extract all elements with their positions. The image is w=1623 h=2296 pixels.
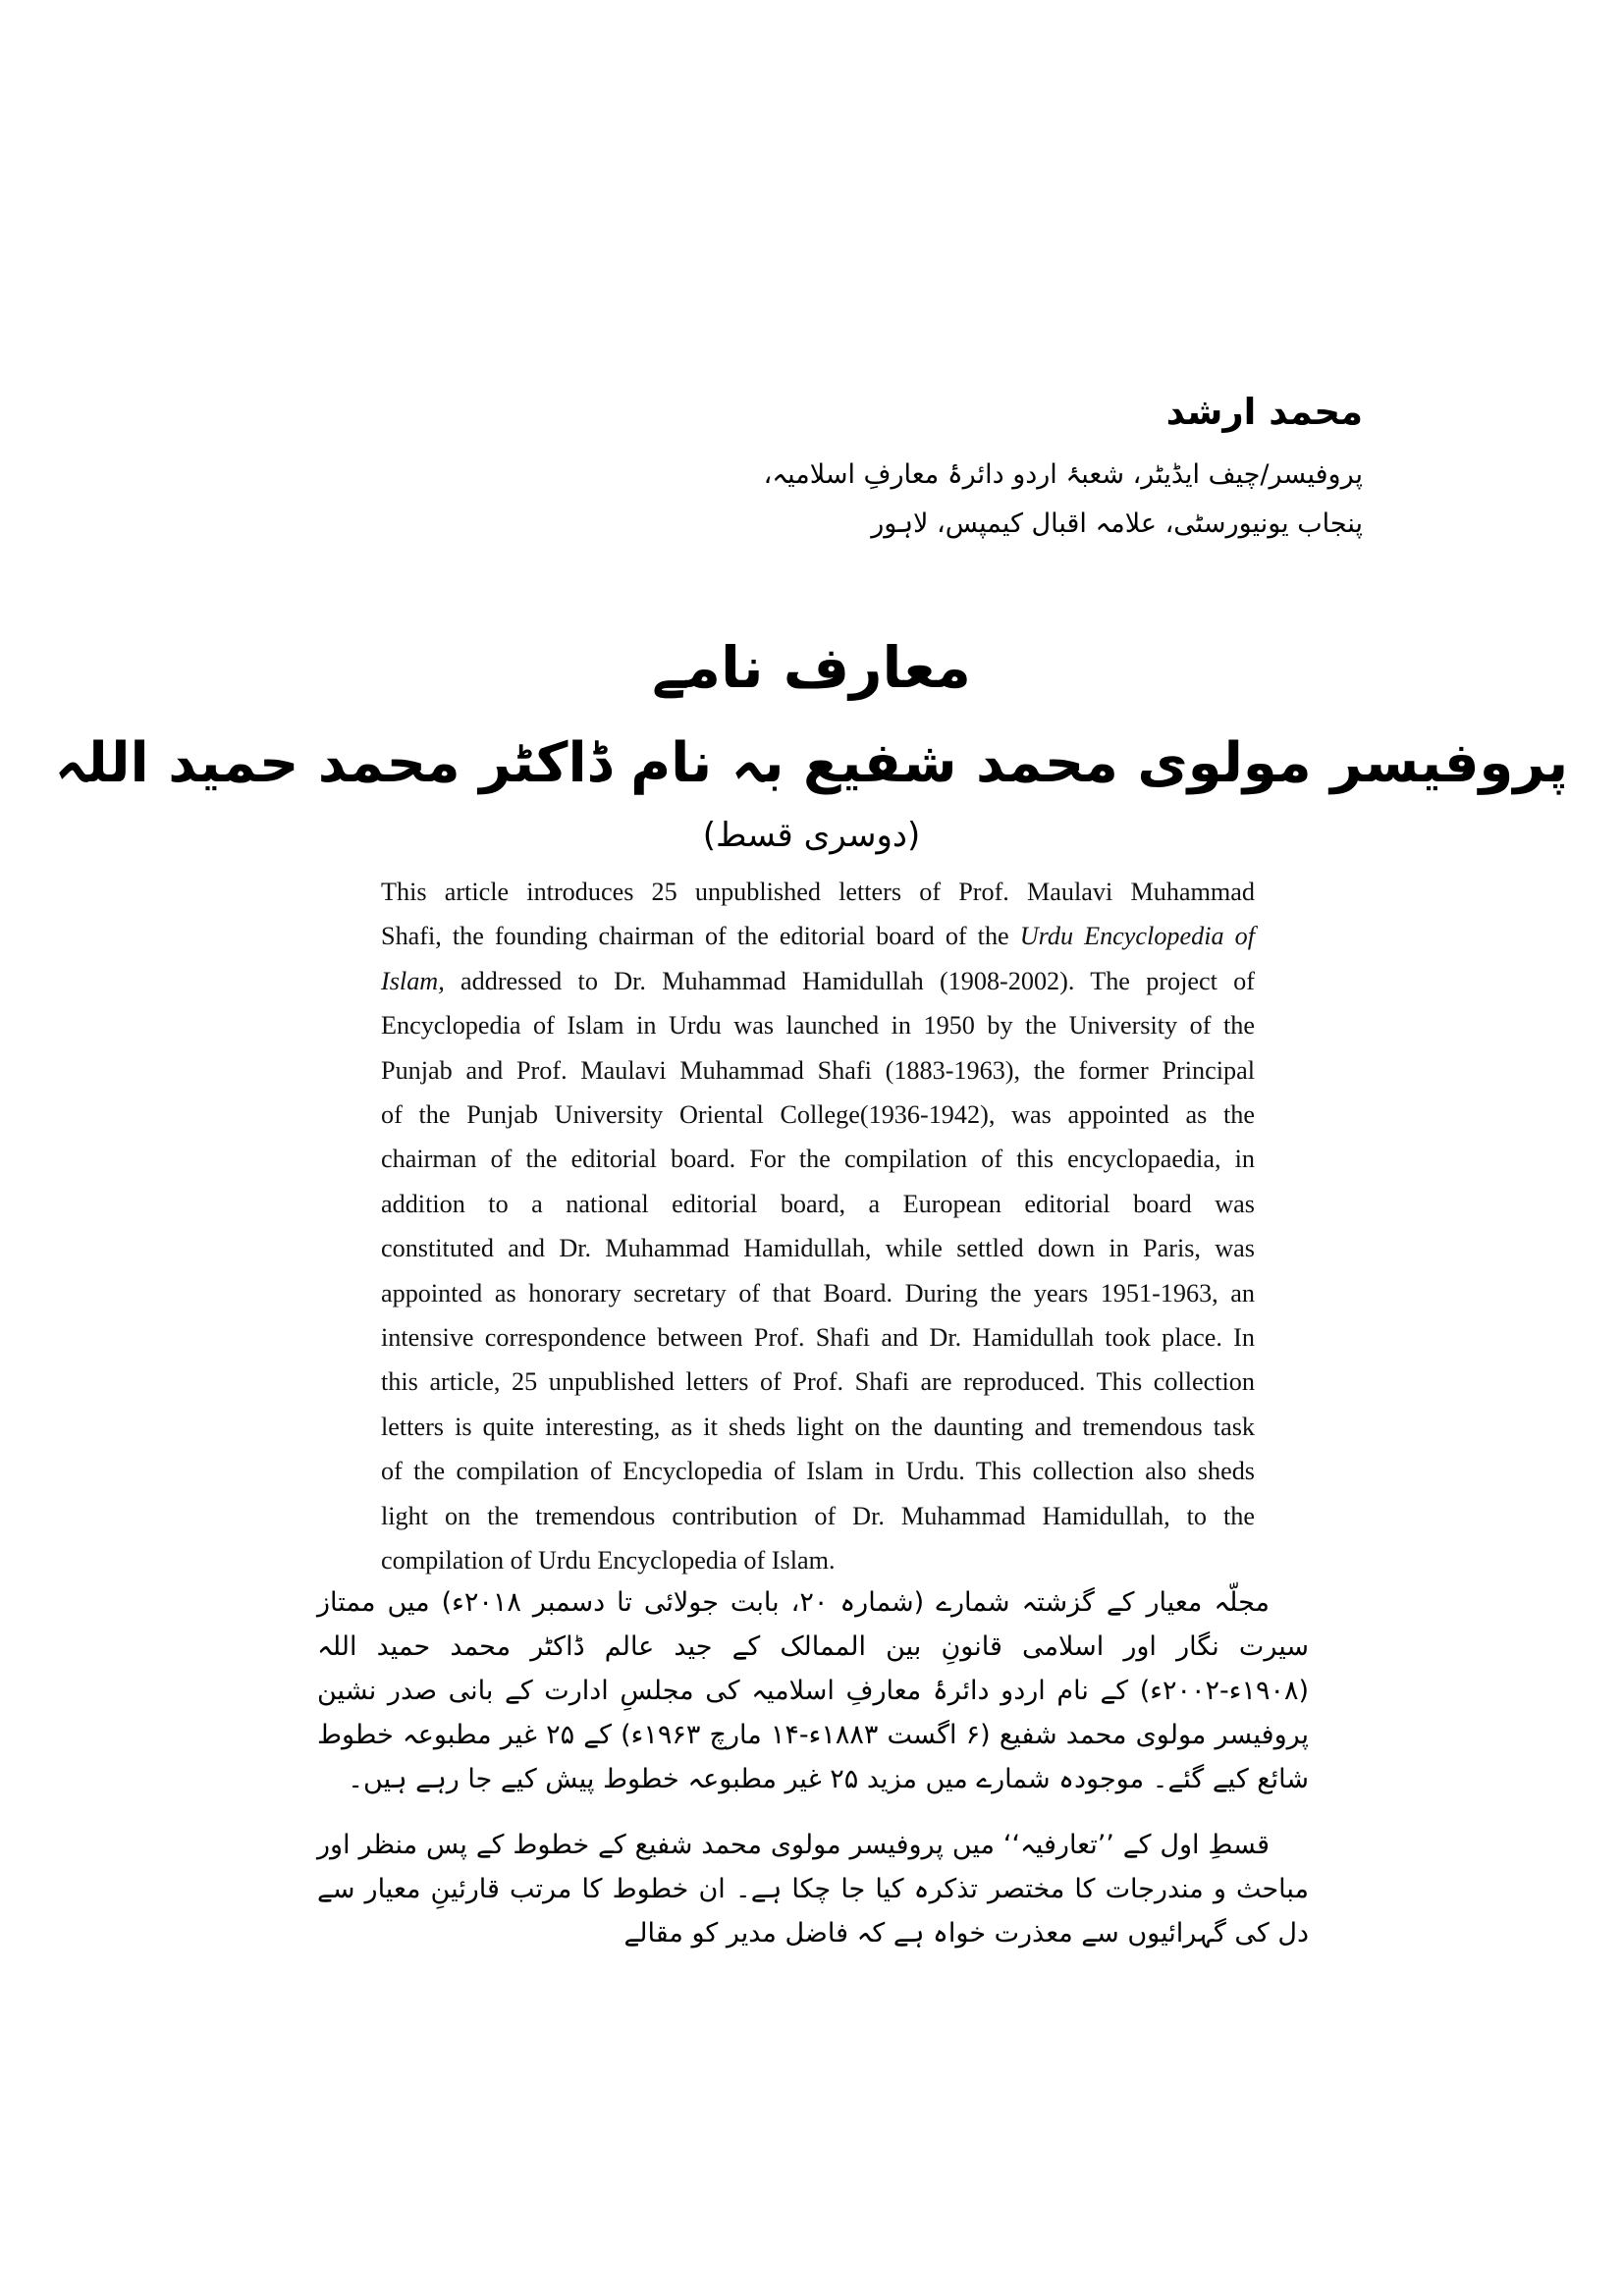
abstract-line: letters is quite interesting, as it sheds light on the daunting and tremendous task bbox=[381, 1412, 1255, 1441]
abstract-line-text: Shafi, the founding chairman of the editorial board of the bbox=[381, 922, 1020, 951]
abstract-line: compilation of Urdu Encyclopedia of Islam. bbox=[381, 1546, 836, 1575]
author-block bbox=[479, 388, 1363, 549]
body-paragraph-1: مجلّہ معیار کے گزشتہ شمارے (شمارہ ۲۰، بابت جولائی تا دسمبر ۲۰۱۸ء) میں ممتاز سیرت نگار اور اسلامی قانونِ بین الممالک کے جید عالم ڈاکٹر محمد حمید اللہ (۱۹۰۸ء-۲۰۰۲ء) کے نام اردو دائرۂ معارفِ اسلامیہ کی مجلسِ ادارت کے بانی صدر نشین پروفیسر مولوی محمد شفیع (۶ اگست ۱۸۸۳ء-۱۴ مارچ ۱۹۶۳ء) کے ۲۵ غیر مطبوعہ خطوط شائع کیے گئے۔ موجودہ شمارے میں مزید ۲۵ غیر مطبوعہ خطوط پیش کیے جا رہے ہیں۔ bbox=[317, 1587, 1310, 1794]
abstract-line-text: addressed to Dr. Muhammad Hamidullah (1908-2002). The project of bbox=[444, 966, 1255, 995]
article-title: معارف نامے bbox=[652, 634, 971, 701]
abstract-line: appointed as honorary secretary of that Board. During the years 1951-1963, an bbox=[381, 1278, 1255, 1308]
abstract-line: Punjab and Prof. Maulavi Muhammad Shafi (1883-1963), the former Principal bbox=[381, 1055, 1255, 1085]
body-paragraph-2: قسطِ اول کے ’’تعارفیہ‘‘ میں پروفیسر مولوی محمد شفیع کے خطوط کے پس منظر اور مباحث و مندرجات کا مختصر تذکرہ کیا جا چکا ہے۔ ان خطوط کا مرتب قارئینِ معیار سے دل کی گہرائیوں سے معذرت خواہ ہے کہ فاضل مدیر کو مقالے bbox=[317, 1830, 1309, 1949]
author-name: محمد ارشد bbox=[1165, 391, 1363, 433]
abstract-line: chairman of the editorial board. For the compilation of this encyclopaedia, in bbox=[381, 1145, 1255, 1174]
author-affiliation-line-2: پنجاب یونیورسٹی، علامہ اقبال کیمپس، لاہور bbox=[871, 508, 1363, 539]
abstract-line: light on the tremendous contribution of Dr. Muhammad Hamidullah, to the bbox=[381, 1501, 1255, 1530]
urdu-body-text bbox=[317, 1580, 1309, 1977]
abstract-italic-title: Urdu Encyclopedia of bbox=[1019, 922, 1255, 951]
article-subtitle: پروفیسر مولوی محمد شفیع بہ نام ڈاکٹر محمد حمید اللہ bbox=[54, 731, 1569, 795]
abstract-line: this article, 25 unpublished letters of Prof. Shafi are reproduced. This collection bbox=[381, 1367, 1255, 1397]
article-part-label: (دوسری قسط) bbox=[702, 816, 921, 855]
abstract-line bbox=[381, 914, 1255, 958]
abstract-line: intensive correspondence between Prof. Shafi and Dr. Hamidullah took place. In bbox=[381, 1323, 1255, 1353]
abstract-line: This article introduces 25 unpublished letters of Prof. Maulavi Muhammad bbox=[381, 878, 1255, 906]
author-affiliation-line-1: پروفیسر/چیف ایڈیٹر، شعبۂ اردو دائرۂ معارفِ اسلامیہ، bbox=[763, 459, 1363, 490]
english-abstract bbox=[381, 870, 1255, 1583]
title-block bbox=[0, 628, 1623, 860]
abstract-line: of the compilation of Encyclopedia of Islam in Urdu. This collection also sheds bbox=[381, 1457, 1255, 1486]
abstract-line bbox=[381, 959, 1255, 1003]
abstract-line: Encyclopedia of Islam in Urdu was launched in 1950 by the University of the bbox=[381, 1011, 1255, 1041]
abstract-italic-title-end: Islam, bbox=[381, 966, 445, 995]
abstract-line: addition to a national editorial board, a European editorial board was bbox=[381, 1189, 1255, 1218]
abstract-line: of the Punjab University Oriental College(1936-1942), was appointed as the bbox=[381, 1100, 1255, 1130]
abstract-line: constituted and Dr. Muhammad Hamidullah, while settled down in Paris, was bbox=[381, 1234, 1255, 1263]
